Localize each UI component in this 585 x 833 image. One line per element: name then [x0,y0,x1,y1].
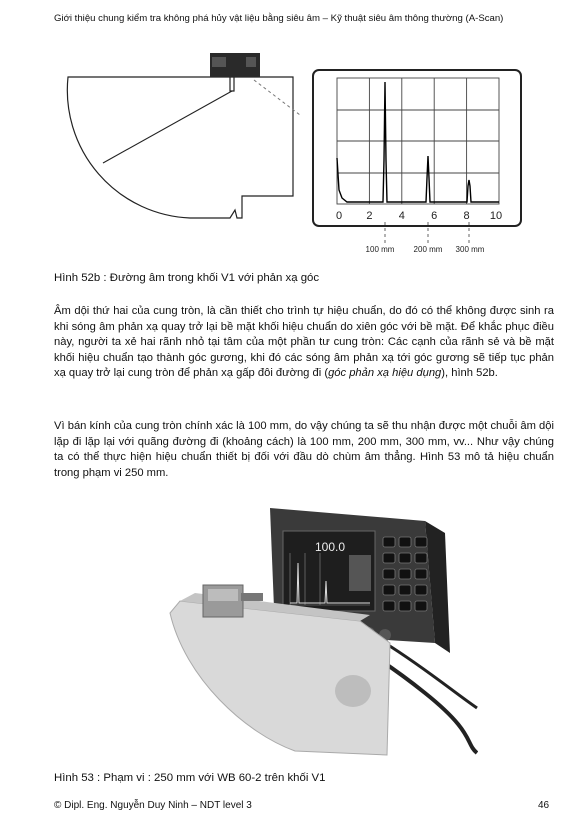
footer-author: © Dipl. Eng. Nguyễn Duy Ninh – NDT level 3 [54,800,252,811]
figure-53-caption: Hình 53 : Phạm vi : 250 mm với WB 60-2 trên khối V1 [54,772,326,784]
figure-52b-caption: Hình 52b : Đường âm trong khối V1 với phản xạ góc [54,272,320,284]
x-tick-label: 4 [398,210,405,222]
x-tick-label: 6 [431,210,438,222]
distance-label-100: 100 mm [365,245,395,254]
paragraph-1: Âm dội thứ hai của cung tròn, là cần thiết cho trình tự hiệu chuẩn, do đó có thể không được sinh ra khi sóng âm phản xạ quay trở lại bề mặt khối hiệu chuẩn do xiên góc với bề mặt. Để khắc phục điều này, người ta xẻ hai rãnh nhỏ tại tâm của một phần tư cung tròn: Các cạnh của rãnh sẻ và bề mặt khối hiệu chuẩn tạo thành góc gương, khi đó các sóng âm phản xạ tới góc gương sẽ tiếp tục phản xạ quay trở lại cung tròn để phản xạ gấp đôi đường đi (góc phản xạ hiệu dụng), hình 52b. [54,305,554,379]
figure-53-photo [125,493,478,761]
x-tick-label: 2 [366,210,373,222]
distance-label-300: 300 mm [455,245,485,254]
sound-path [103,91,232,163]
center-notch [230,77,234,91]
figure-52b [0,40,585,265]
page-number: 46 [538,800,550,811]
screen-reading: 100.0 [315,540,346,554]
emphasis-text: góc phản xạ hiệu dụng [328,367,442,379]
page-header: Giới thiệu chung kiểm tra không phá hủy vật liệu bằng siêu âm – Kỹ thuật siêu âm thông thường (A-Scan) [54,13,504,24]
x-tick-label: 10 [489,210,503,222]
x-tick-label: 0 [335,210,343,222]
paragraph-2: Vì bán kính của cung tròn chính xác là 100 mm, do vậy chúng ta sẽ thu nhận được một chuỗi âm dội lặp đi lặp lại với quãng đường đi (khoảng cách) là 100 mm, 200 mm, 300 mm, vv... Như vậy chúng ta có thể thực hiện hiệu chuẩn thiết bị đối với đầu dò chùm âm thẳng. Hình 53 mô tả hiệu chuẩn trong phạm vi 250 mm. [54,420,554,479]
x-tick-label: 8 [463,210,470,222]
v1-block-outline [67,77,293,218]
distance-label-200: 200 mm [413,245,443,254]
